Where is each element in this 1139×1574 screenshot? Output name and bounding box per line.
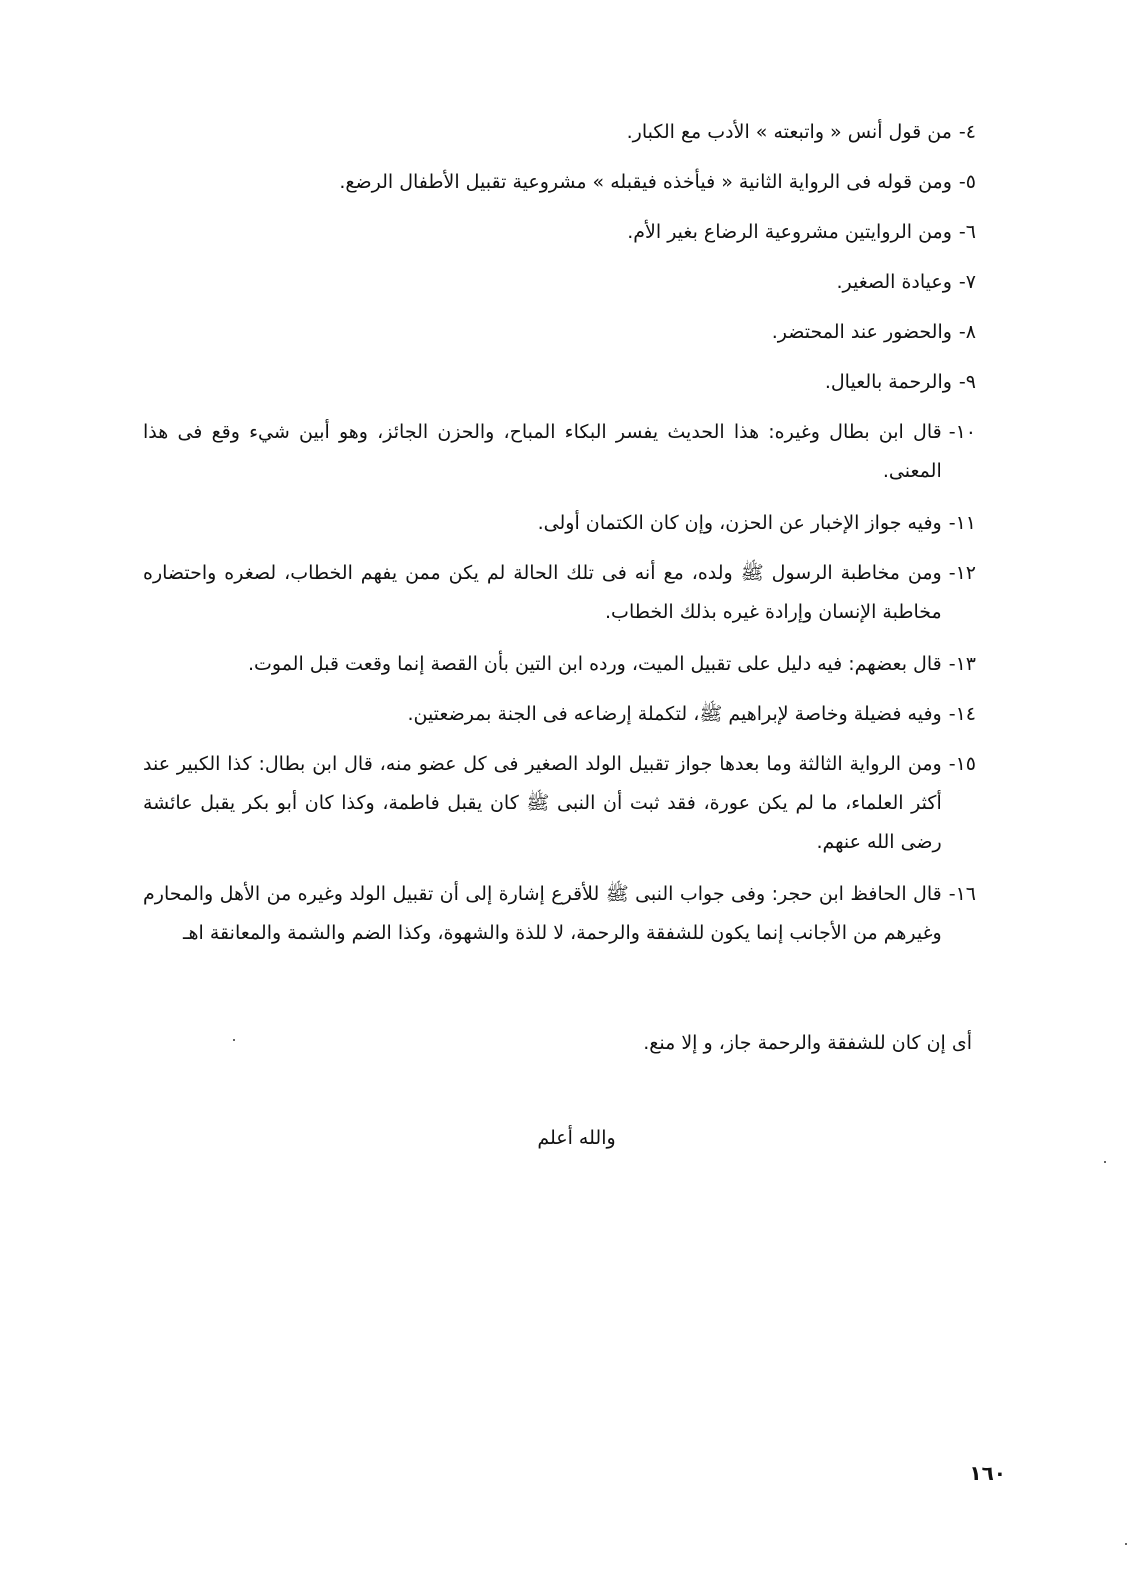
- closing-text: والله أعلم: [537, 1127, 616, 1149]
- item-number: ٦-: [958, 221, 976, 243]
- closing-phrase: [0, 1118, 1139, 1158]
- item-number: ١٤-: [948, 703, 976, 725]
- item-text: ومن قوله فى الرواية الثانية « فيأخذه فيقبله » مشروعية تقبيل الأطفال الرضع.: [339, 171, 952, 193]
- item-text: وفيه جواز الإخبار عن الحزن، وإن كان الكتمان أولى.: [537, 512, 942, 534]
- list-item: [143, 313, 976, 352]
- item-text: ومن الرواية الثالثة وما بعدها جواز تقبيل الولد الصغير فى كل عضو منه، قال ابن بطال: كذا الكبير عند أكثر العلماء، ما لم يكن عورة، فقد ثبت أن النبى ﷺ كان يقبل فاطمة، وكذا كان أبو بكر يقبل عائشة رضى الله عنهم.: [143, 753, 942, 853]
- item-number: ١٣-: [948, 653, 976, 675]
- item-text: ومن الروايتين مشروعية الرضاع بغير الأم.: [627, 221, 952, 243]
- item-number: ٩-: [958, 371, 976, 393]
- item-text: وعيادة الصغير.: [836, 271, 952, 293]
- list-item: [143, 504, 976, 543]
- list-item: [143, 413, 976, 491]
- item-text: وفيه فضيلة وخاصة لإبراهيم ﷺ، لتكملة إرضاعه فى الجنة بمرضعتين.: [407, 703, 942, 725]
- item-text: قال ابن بطال وغيره: هذا الحديث يفسر البكاء المباح، والحزن الجائز، وهو أبين شيء وقع فى هذا المعنى.: [143, 421, 942, 482]
- scan-speck: [1125, 1543, 1127, 1545]
- list-item: [143, 745, 976, 862]
- list-item: [143, 363, 976, 402]
- list-item: [143, 645, 976, 684]
- item-number: ١٢-: [948, 562, 976, 584]
- notes-list: [143, 113, 976, 964]
- item-text: قال بعضهم: فيه دليل على تقبيل الميت، ورده ابن التين بأن القصة إنما وقعت قبل الموت.: [247, 653, 942, 675]
- item-number: ١٦-: [948, 883, 976, 905]
- item-number: ٥-: [958, 171, 976, 193]
- item-number: ٤-: [958, 121, 976, 143]
- list-item: [143, 113, 976, 152]
- page-number: ١٦٠: [969, 1461, 1006, 1485]
- list-item: [143, 695, 976, 734]
- list-item: [143, 875, 976, 953]
- item-text: والرحمة بالعيال.: [824, 371, 952, 393]
- item-number: ١١-: [948, 512, 976, 534]
- scan-speck: [1104, 1161, 1106, 1163]
- item-text: والحضور عند المحتضر.: [771, 321, 952, 343]
- list-item: [143, 263, 976, 302]
- list-item: [143, 163, 976, 202]
- item-text: قال الحافظ ابن حجر: وفى جواب النبى ﷺ للأقرع إشارة إلى أن تقبيل الولد وغيره من الأهل والمحارم وغيرهم من الأجانب إنما يكون للشفقة والرحمة، لا للذة والشهوة، وكذا الضم والشمة والمعانقة اهـ: [143, 883, 942, 944]
- scan-speck: [233, 1039, 235, 1041]
- item-number: ١٥-: [948, 753, 976, 775]
- item-number: ١٠-: [948, 421, 976, 443]
- item-text: من قول أنس « واتبعته » الأدب مع الكبار.: [626, 121, 952, 143]
- list-item: [143, 213, 976, 252]
- item-number: ٧-: [958, 271, 976, 293]
- item-number: ٨-: [958, 321, 976, 343]
- concluding-note: أى إن كان للشفقة والرحمة جاز، و إلا منع.: [643, 1032, 972, 1054]
- item-text: ومن مخاطبة الرسول ﷺ ولده، مع أنه فى تلك الحالة لم يكن ممن يفهم الخطاب، لصغره واحتضاره مخاطبة الإنسان وإرادة غيره بذلك الخطاب.: [143, 562, 942, 623]
- list-item: [143, 554, 976, 632]
